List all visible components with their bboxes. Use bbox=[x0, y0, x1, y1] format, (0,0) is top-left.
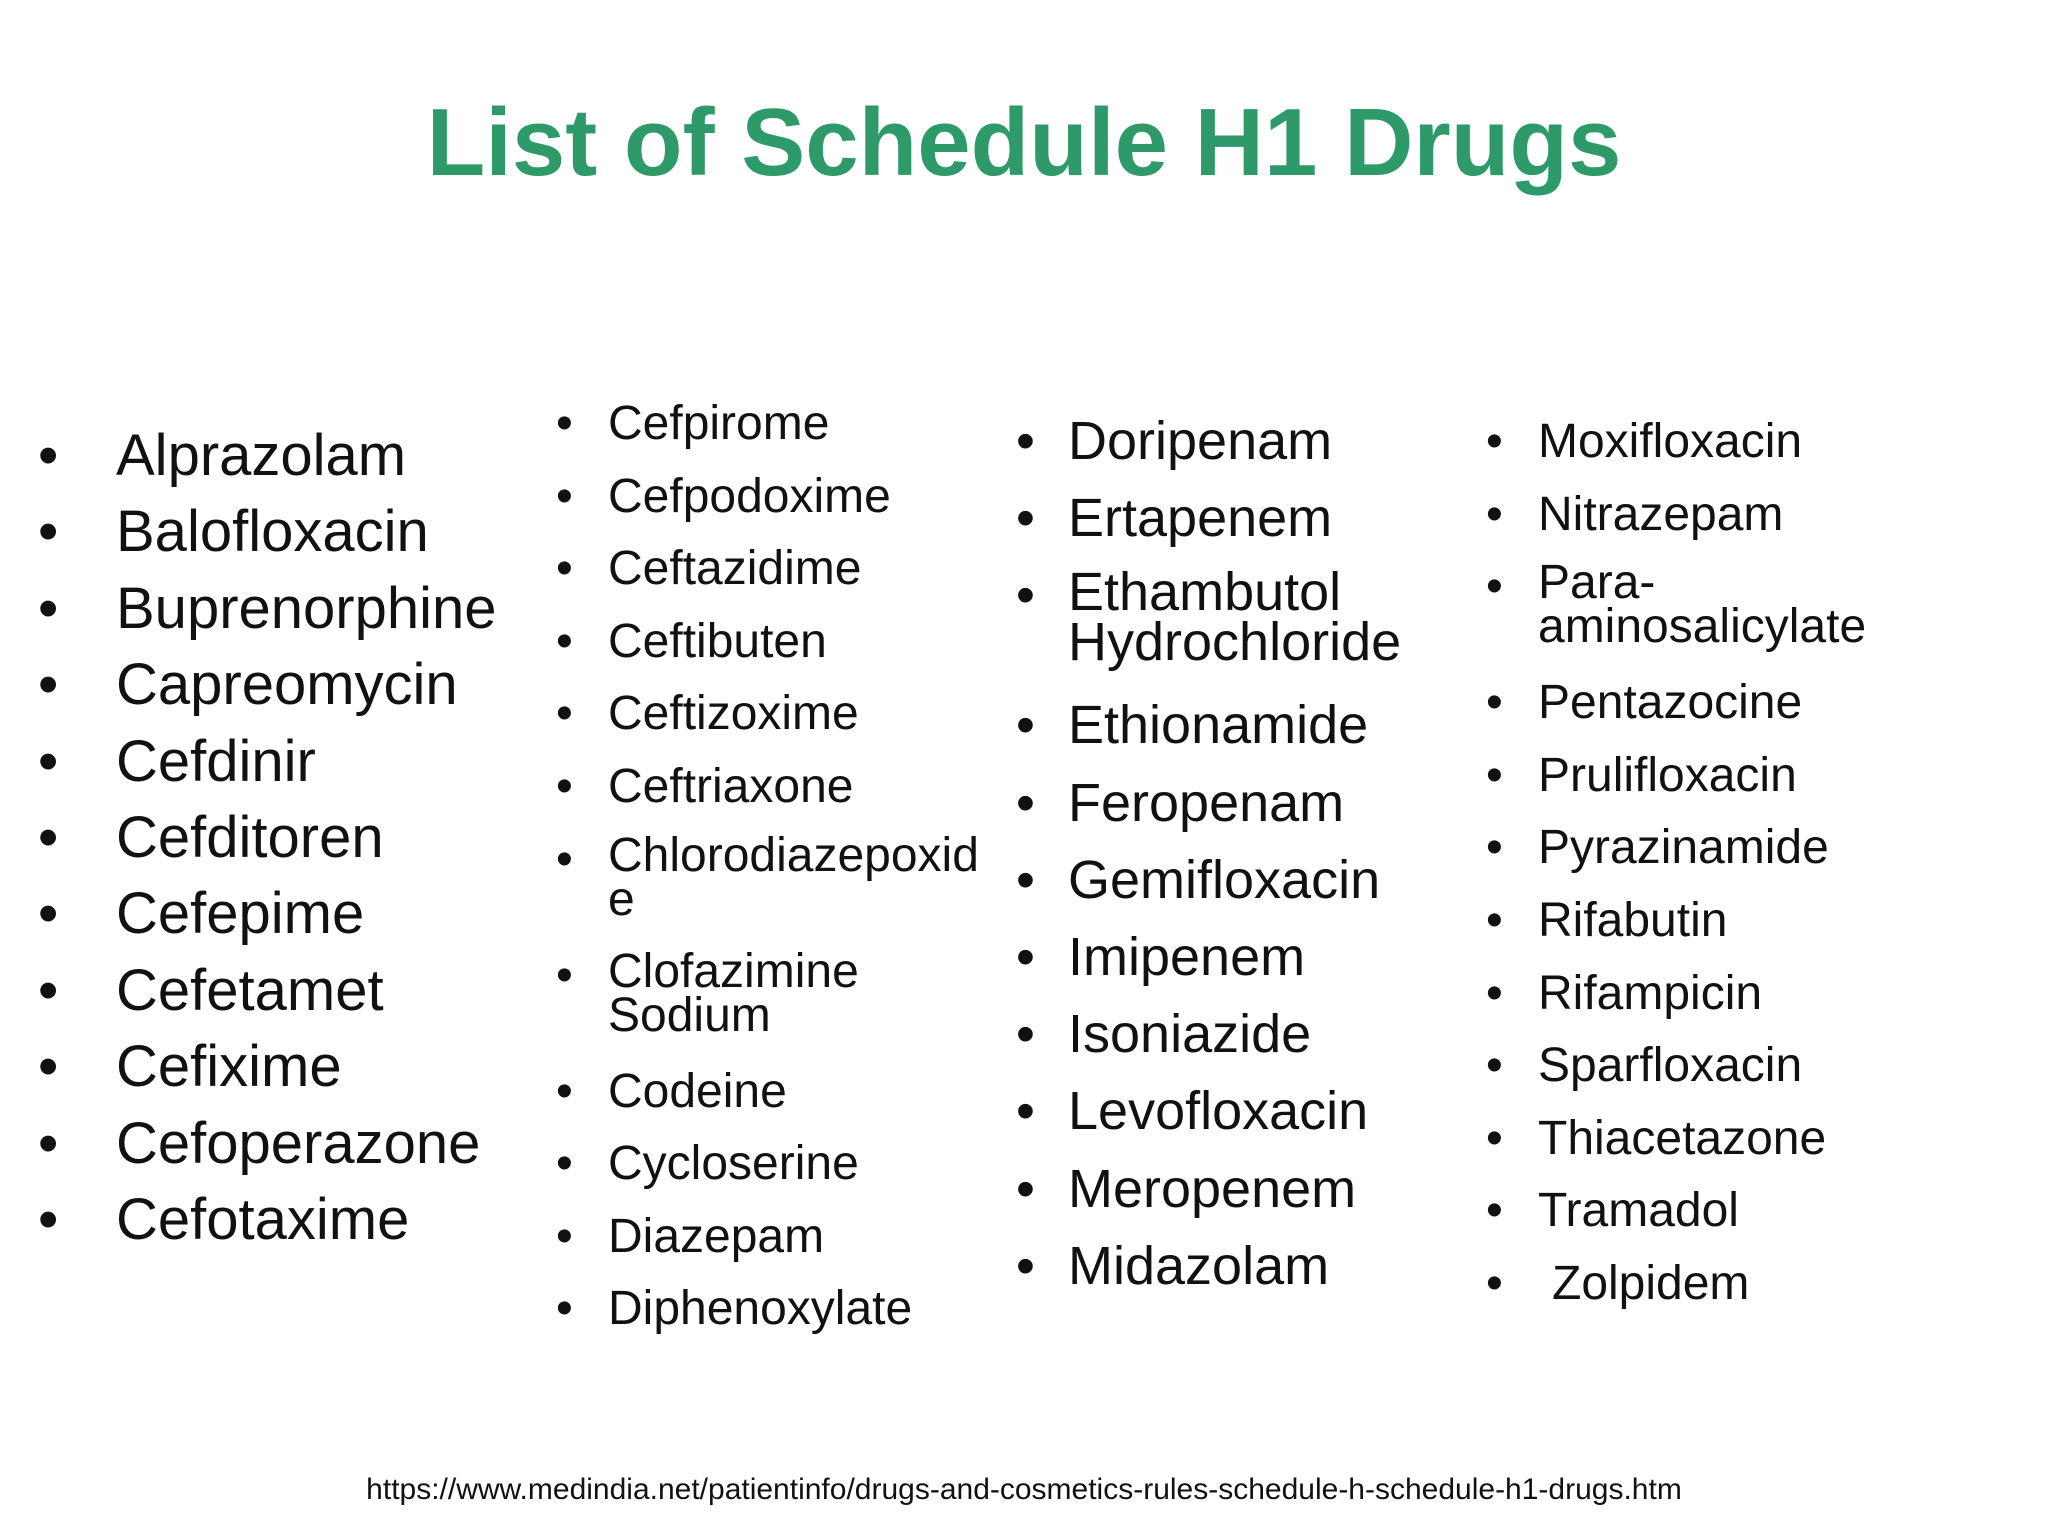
drug-name: Alprazolam bbox=[116, 423, 407, 488]
bullet-icon: • bbox=[1016, 1158, 1035, 1219]
bullet-icon: • bbox=[556, 469, 573, 523]
list-item bbox=[556, 388, 988, 461]
drug-name: Ceftazidime bbox=[608, 542, 862, 596]
list-item bbox=[38, 1182, 497, 1258]
drug-name: Ethambutol Hydrochloride bbox=[1068, 562, 1402, 673]
list-item bbox=[556, 678, 988, 751]
bullet-icon: • bbox=[556, 1282, 573, 1336]
drug-name: Ceftriaxone bbox=[608, 759, 854, 813]
bullet-icon: • bbox=[556, 1064, 573, 1118]
drug-name: Balofloxacin bbox=[116, 499, 429, 565]
list-item bbox=[38, 876, 497, 952]
drug-name: Para-aminosalicylate bbox=[1538, 556, 1867, 654]
drug-name: Rifampicin bbox=[1538, 966, 1763, 1020]
list-item bbox=[1486, 1030, 1858, 1103]
drug-name: Doripenam bbox=[1068, 411, 1333, 471]
bullet-icon: • bbox=[38, 881, 59, 947]
drug-list-column-4 bbox=[1486, 406, 1867, 1321]
drug-name: Pyrazinamide bbox=[1538, 821, 1829, 875]
bullet-icon: • bbox=[1016, 927, 1035, 988]
drug-name: Pentazocine bbox=[1538, 676, 1803, 730]
drug-name: Cefoperazone bbox=[116, 1110, 481, 1176]
list-item bbox=[38, 647, 497, 723]
list-item bbox=[1016, 842, 1448, 919]
bullet-icon: • bbox=[1016, 772, 1035, 833]
bullet-icon: • bbox=[556, 687, 573, 741]
list-item bbox=[556, 824, 988, 940]
drug-name: Gemifloxacin bbox=[1068, 849, 1381, 910]
drug-name: Ethionamide bbox=[1068, 695, 1369, 756]
list-item bbox=[556, 461, 988, 534]
list-item bbox=[556, 940, 988, 1056]
drug-name: Nitrazepam bbox=[1538, 487, 1784, 541]
bullet-icon: • bbox=[1486, 966, 1503, 1020]
bullet-icon: • bbox=[556, 397, 573, 450]
bullet-icon: • bbox=[556, 542, 573, 596]
list-item bbox=[1486, 1175, 1858, 1248]
list-item bbox=[1486, 479, 1858, 552]
bullet-icon: • bbox=[1486, 560, 1503, 614]
drug-name: Capreomycin bbox=[116, 652, 458, 718]
list-item bbox=[1016, 1073, 1448, 1150]
drug-name: Thiacetazone bbox=[1538, 1111, 1827, 1165]
bullet-icon: • bbox=[38, 728, 59, 794]
list-item bbox=[1486, 551, 1867, 667]
bullet-icon: • bbox=[38, 423, 59, 488]
bullet-icon: • bbox=[1486, 821, 1503, 875]
bullet-icon: • bbox=[1486, 1111, 1503, 1165]
bullet-icon: • bbox=[1486, 748, 1503, 802]
list-item bbox=[38, 800, 497, 876]
list-item bbox=[38, 953, 497, 1029]
list-item bbox=[1486, 1103, 1858, 1176]
drug-name: Cefdinir bbox=[116, 728, 316, 794]
drug-name: Moxifloxacin bbox=[1538, 415, 1803, 468]
list-item bbox=[556, 1201, 988, 1274]
list-item bbox=[1486, 812, 1858, 885]
drug-name: Tramadol bbox=[1538, 1184, 1739, 1238]
list-item bbox=[556, 533, 988, 606]
bullet-icon: • bbox=[38, 652, 59, 718]
drug-name: Buprenorphine bbox=[116, 575, 497, 641]
bullet-icon: • bbox=[1486, 415, 1503, 468]
list-item bbox=[556, 751, 988, 824]
bullet-icon: • bbox=[38, 1187, 59, 1253]
bullet-icon: • bbox=[556, 1137, 573, 1191]
drug-name: Meropenem bbox=[1068, 1158, 1357, 1219]
list-item bbox=[1486, 740, 1858, 813]
list-item bbox=[556, 1273, 988, 1346]
bullet-icon: • bbox=[1016, 488, 1035, 549]
list-item bbox=[1016, 557, 1448, 687]
bullet-icon: • bbox=[1016, 1004, 1035, 1065]
bullet-icon: • bbox=[1016, 411, 1035, 471]
drug-name: Levofloxacin bbox=[1068, 1081, 1369, 1142]
drug-name: Codeine bbox=[608, 1064, 787, 1118]
list-item bbox=[1016, 687, 1448, 764]
bullet-icon: • bbox=[1016, 849, 1035, 910]
drug-name: Ceftizoxime bbox=[608, 687, 859, 741]
drug-name: Cycloserine bbox=[608, 1137, 859, 1191]
drug-name: Chlorodiazepoxide bbox=[608, 828, 979, 926]
list-item bbox=[38, 724, 497, 800]
bullet-icon: • bbox=[556, 832, 573, 886]
bullet-icon: • bbox=[1016, 565, 1035, 626]
bullet-icon: • bbox=[38, 1034, 59, 1100]
drug-name: Diphenoxylate bbox=[608, 1282, 913, 1336]
list-item bbox=[1016, 996, 1448, 1073]
bullet-icon: • bbox=[1486, 1256, 1503, 1310]
list-item bbox=[1016, 403, 1448, 480]
bullet-icon: • bbox=[38, 499, 59, 565]
bullet-icon: • bbox=[1486, 676, 1503, 730]
drug-name: Feropenam bbox=[1068, 772, 1345, 833]
drug-name: Cefpodoxime bbox=[608, 469, 891, 523]
bullet-icon: • bbox=[38, 1110, 59, 1176]
drug-name: Cefetamet bbox=[116, 957, 384, 1023]
list-item bbox=[1016, 919, 1448, 996]
list-item bbox=[38, 571, 497, 647]
bullet-icon: • bbox=[1486, 893, 1503, 947]
drug-name: Ertapenem bbox=[1068, 488, 1333, 549]
drug-list-column-3 bbox=[1016, 403, 1448, 1305]
list-item bbox=[1016, 1228, 1448, 1305]
list-item bbox=[38, 1029, 497, 1105]
drug-name: Zolpidem bbox=[1552, 1256, 1750, 1310]
drug-name: Isoniazide bbox=[1068, 1004, 1312, 1065]
drug-name: Cefditoren bbox=[116, 805, 384, 871]
list-item bbox=[1016, 765, 1448, 842]
list-item bbox=[38, 494, 497, 570]
list-item bbox=[1016, 480, 1448, 557]
drug-name: Imipenem bbox=[1068, 927, 1306, 988]
drug-name: Midazolam bbox=[1068, 1235, 1330, 1296]
drug-list-column-2 bbox=[556, 388, 988, 1346]
list-item bbox=[556, 1056, 988, 1129]
bullet-icon: • bbox=[1486, 1184, 1503, 1238]
drug-name: Prulifloxacin bbox=[1538, 748, 1797, 802]
list-item bbox=[38, 418, 497, 494]
bullet-icon: • bbox=[38, 575, 59, 641]
bullet-icon: • bbox=[556, 948, 573, 1002]
drug-name: Sparfloxacin bbox=[1538, 1039, 1803, 1093]
bullet-icon: • bbox=[1486, 487, 1503, 541]
bullet-icon: • bbox=[1486, 1039, 1503, 1093]
list-item bbox=[1486, 958, 1858, 1031]
slide-title: List of Schedule H1 Drugs bbox=[426, 89, 1622, 196]
bullet-icon: • bbox=[556, 759, 573, 813]
bullet-icon: • bbox=[38, 957, 59, 1023]
bullet-icon: • bbox=[556, 614, 573, 668]
drug-name: Cefixime bbox=[116, 1034, 342, 1100]
list-item bbox=[1486, 1248, 1858, 1321]
drug-name: Cefepime bbox=[116, 881, 365, 947]
list-item bbox=[1486, 885, 1858, 958]
drug-name: Rifabutin bbox=[1538, 893, 1728, 947]
list-item bbox=[38, 1106, 497, 1182]
drug-name: Clofazimine Sodium bbox=[608, 944, 859, 1042]
list-item bbox=[1486, 667, 1858, 740]
bullet-icon: • bbox=[1016, 695, 1035, 756]
bullet-icon: • bbox=[1016, 1235, 1035, 1296]
drug-name: Diazepam bbox=[608, 1209, 825, 1263]
bullet-icon: • bbox=[1016, 1081, 1035, 1142]
list-item bbox=[556, 606, 988, 679]
list-item bbox=[556, 1128, 988, 1201]
list-item bbox=[1016, 1151, 1448, 1228]
bullet-icon: • bbox=[556, 1209, 573, 1263]
drug-name: Ceftibuten bbox=[608, 614, 827, 668]
drug-name: Cefpirome bbox=[608, 397, 830, 450]
drug-list-column-1 bbox=[38, 418, 497, 1258]
drug-name: Cefotaxime bbox=[116, 1187, 410, 1253]
bullet-icon: • bbox=[38, 805, 59, 871]
list-item bbox=[1486, 406, 1858, 479]
source-url: https://www.medindia.net/patientinfo/drugs-and-cosmetics-rules-schedule-h-schedule-h1-drugs.htm bbox=[366, 1473, 1682, 1506]
